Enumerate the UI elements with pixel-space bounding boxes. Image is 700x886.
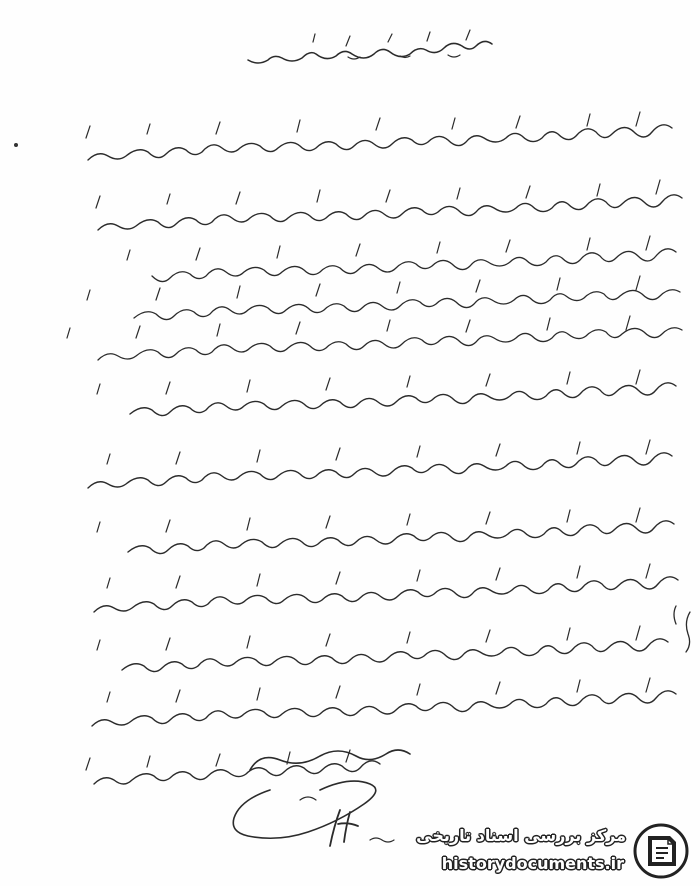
handwritten-line-3 (67, 236, 682, 360)
handwritten-line-4 (97, 370, 676, 416)
archive-watermark (416, 814, 698, 886)
watermark-url: historydocuments.ir (441, 854, 624, 873)
handwritten-line-5 (88, 440, 672, 488)
handwritten-signature (233, 750, 410, 846)
watermark-org-name: مرکز بررسی اسناد تاریخی (416, 826, 626, 845)
handwritten-salutation (248, 30, 492, 63)
handwritten-line-1 (86, 112, 672, 160)
handwritten-line-2 (96, 180, 682, 230)
handwritten-line-6 (97, 508, 674, 554)
handwritten-line-9 (92, 678, 676, 726)
document-seal-logo-icon (632, 822, 690, 880)
handwritten-line-7 (94, 564, 690, 652)
handwritten-closing-line (86, 750, 380, 784)
handwritten-line-8 (97, 626, 668, 672)
